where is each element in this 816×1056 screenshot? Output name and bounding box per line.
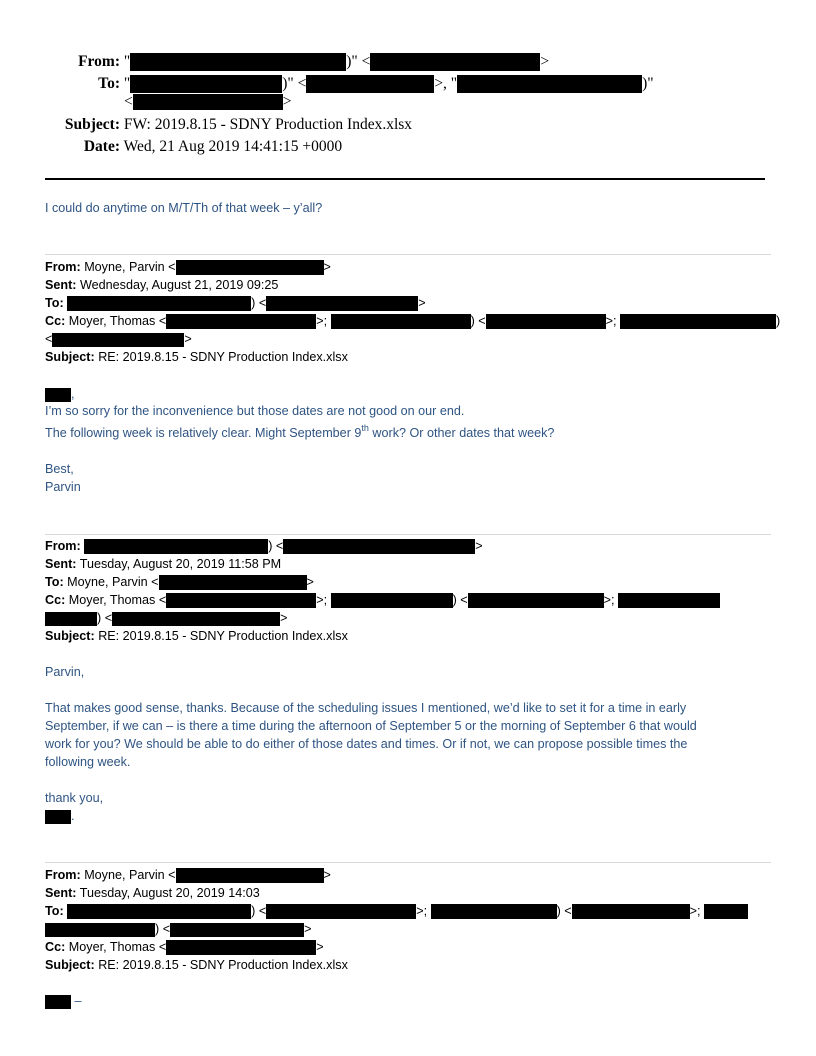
email3-to-line-cont: ) < > — [45, 922, 311, 937]
redaction-block — [130, 75, 282, 93]
email2-subject-value: RE: 2019.8.15 - SDNY Production Index.xlsx — [98, 629, 348, 643]
redaction-block — [84, 539, 268, 554]
redaction-block — [67, 296, 251, 311]
email3-sent-value: Tuesday, August 20, 2019 14:03 — [79, 886, 260, 900]
email2-signoff: thank you, — [45, 791, 104, 805]
to-label: To: — [45, 575, 64, 589]
redaction-block — [306, 75, 434, 93]
redaction-block — [704, 904, 748, 919]
redaction-block — [176, 260, 324, 275]
email1-subject-line — [45, 350, 348, 364]
from-label: From: — [45, 260, 81, 274]
redaction-block — [45, 612, 97, 626]
redaction-block — [457, 75, 642, 93]
email2-cc-value: Moyer, Thomas — [68, 593, 156, 607]
header-to-line-cont: < > — [124, 93, 292, 110]
header-from-label: From: — [78, 53, 120, 70]
email2-body-line: That makes good sense, thanks. Because of the scheduling issues I mentioned, we’d like to set it for a time in early — [45, 701, 687, 715]
header-from-line: From: " )" < > — [40, 53, 549, 71]
redaction-block — [266, 296, 418, 311]
email-divider — [45, 254, 771, 255]
redaction-block — [176, 868, 324, 883]
email2-greeting: Parvin, — [45, 665, 85, 679]
email3-from-value: Moyne, Parvin — [84, 868, 165, 882]
email1-cc-line: Cc: Moyer, Thomas < >; ) < >; ) — [45, 314, 781, 328]
from-label: From: — [45, 868, 81, 882]
header-subject-line — [40, 116, 412, 134]
email3-sent-line — [45, 886, 260, 900]
redaction-block — [166, 593, 316, 608]
email2-to-value: Moyne, Parvin — [67, 575, 148, 589]
email1-from-value: Moyne, Parvin — [84, 260, 165, 274]
email3-cc-line: Cc: Moyer, Thomas < > — [45, 940, 324, 954]
email2-cc-line: Cc: Moyer, Thomas < >; ) < >; — [45, 593, 720, 608]
from-label: From: — [45, 539, 81, 553]
subject-label: Subject: — [45, 350, 95, 364]
email1-greeting: , — [45, 387, 75, 402]
redaction-block — [486, 314, 606, 329]
email1-signoff: Best, — [45, 462, 74, 476]
redaction-block — [52, 333, 184, 347]
redaction-block — [331, 314, 471, 329]
redaction-block — [45, 995, 71, 1009]
header-subject-label: Subject: — [64, 116, 120, 133]
email2-from-line: From: ) < > — [45, 539, 483, 553]
email1-cc-line-cont: < > — [45, 332, 192, 346]
email2-subject-line — [45, 629, 348, 643]
email2-sent-value: Tuesday, August 20, 2019 11:58 PM — [79, 557, 282, 571]
to-label: To: — [45, 904, 64, 918]
email1-sent-value: Wednesday, August 21, 2019 09:25 — [79, 278, 279, 292]
redaction-block — [431, 904, 557, 919]
email1-signature: Parvin — [45, 480, 81, 494]
email1-body-line: The following week is relatively clear. Might September 9th work? Or other dates that week? — [45, 423, 555, 440]
email2-sent-line — [45, 557, 281, 571]
email1-cc-value: Moyer, Thomas — [68, 314, 156, 328]
subject-label: Subject: — [45, 958, 95, 972]
email1-body-line: I’m so sorry for the inconvenience but those dates are not good on our end. — [45, 404, 465, 418]
redaction-block — [159, 575, 307, 590]
header-subject-value: FW: 2019.8.15 - SDNY Production Index.xlsx — [123, 116, 413, 133]
email2-signature: . — [45, 809, 75, 824]
top-message: I could do anytime on M/T/Th of that week – y’all? — [45, 201, 323, 215]
redaction-block — [618, 593, 720, 608]
redaction-block — [45, 810, 71, 824]
cc-label: Cc: — [45, 940, 66, 954]
email1-to-line: To: ) < > — [45, 296, 426, 310]
email-divider — [45, 862, 771, 863]
header-to-label: To: — [98, 75, 120, 92]
redaction-block — [112, 612, 280, 626]
redaction-block — [166, 940, 316, 955]
redaction-block — [45, 388, 71, 402]
header-divider — [45, 178, 765, 180]
header-date-value: Wed, 21 Aug 2019 14:41:15 +0000 — [123, 138, 343, 155]
header-date-label: Date: — [83, 138, 120, 155]
redaction-block — [130, 53, 346, 71]
email3-from-line: From: Moyne, Parvin < > — [45, 868, 331, 882]
sent-label: Sent: — [45, 278, 77, 292]
cc-label: Cc: — [45, 314, 66, 328]
redaction-block — [331, 593, 453, 608]
header-to-line: To: " )" < >, " )" — [40, 75, 654, 93]
cc-label: Cc: — [45, 593, 66, 607]
subject-label: Subject: — [45, 629, 95, 643]
sent-label: Sent: — [45, 886, 77, 900]
email3-greeting — [45, 994, 82, 1009]
redaction-block — [572, 904, 690, 919]
redaction-block — [170, 923, 304, 937]
redaction-block — [45, 923, 155, 937]
to-label: To: — [45, 296, 64, 310]
redaction-block — [166, 314, 316, 329]
redaction-block — [133, 94, 283, 110]
email2-cc-line-cont: ) < > — [45, 611, 287, 626]
redaction-block — [266, 904, 416, 919]
header-date-line — [40, 138, 342, 156]
redaction-block — [67, 904, 251, 919]
sent-label: Sent: — [45, 557, 77, 571]
email2-to-line: To: Moyne, Parvin < > — [45, 575, 314, 589]
email3-cc-value: Moyer, Thomas — [68, 940, 156, 954]
email3-subject-value: RE: 2019.8.15 - SDNY Production Index.xlsx — [98, 958, 348, 972]
email3-subject-line — [45, 958, 348, 972]
email2-body-line: following week. — [45, 755, 131, 769]
email1-from-line: From: Moyne, Parvin < > — [45, 260, 331, 274]
email2-body-line: work for you? We should be able to do either of those dates and times. Or if not, we can propose possible times the — [45, 737, 688, 751]
redaction-block — [468, 593, 604, 608]
email3-dash: – — [74, 994, 82, 1008]
email3-to-line: To: ) < >; ) < >; — [45, 904, 748, 919]
email2-body-line: September, if we can – is there a time during the afternoon of September 5 or the morning of September 6 that would — [45, 719, 697, 733]
redaction-block — [370, 53, 540, 71]
email-divider — [45, 534, 771, 535]
email1-subject-value: RE: 2019.8.15 - SDNY Production Index.xlsx — [98, 350, 348, 364]
email1-sent-line — [45, 278, 278, 292]
redaction-block — [283, 539, 475, 554]
redaction-block — [620, 314, 776, 329]
